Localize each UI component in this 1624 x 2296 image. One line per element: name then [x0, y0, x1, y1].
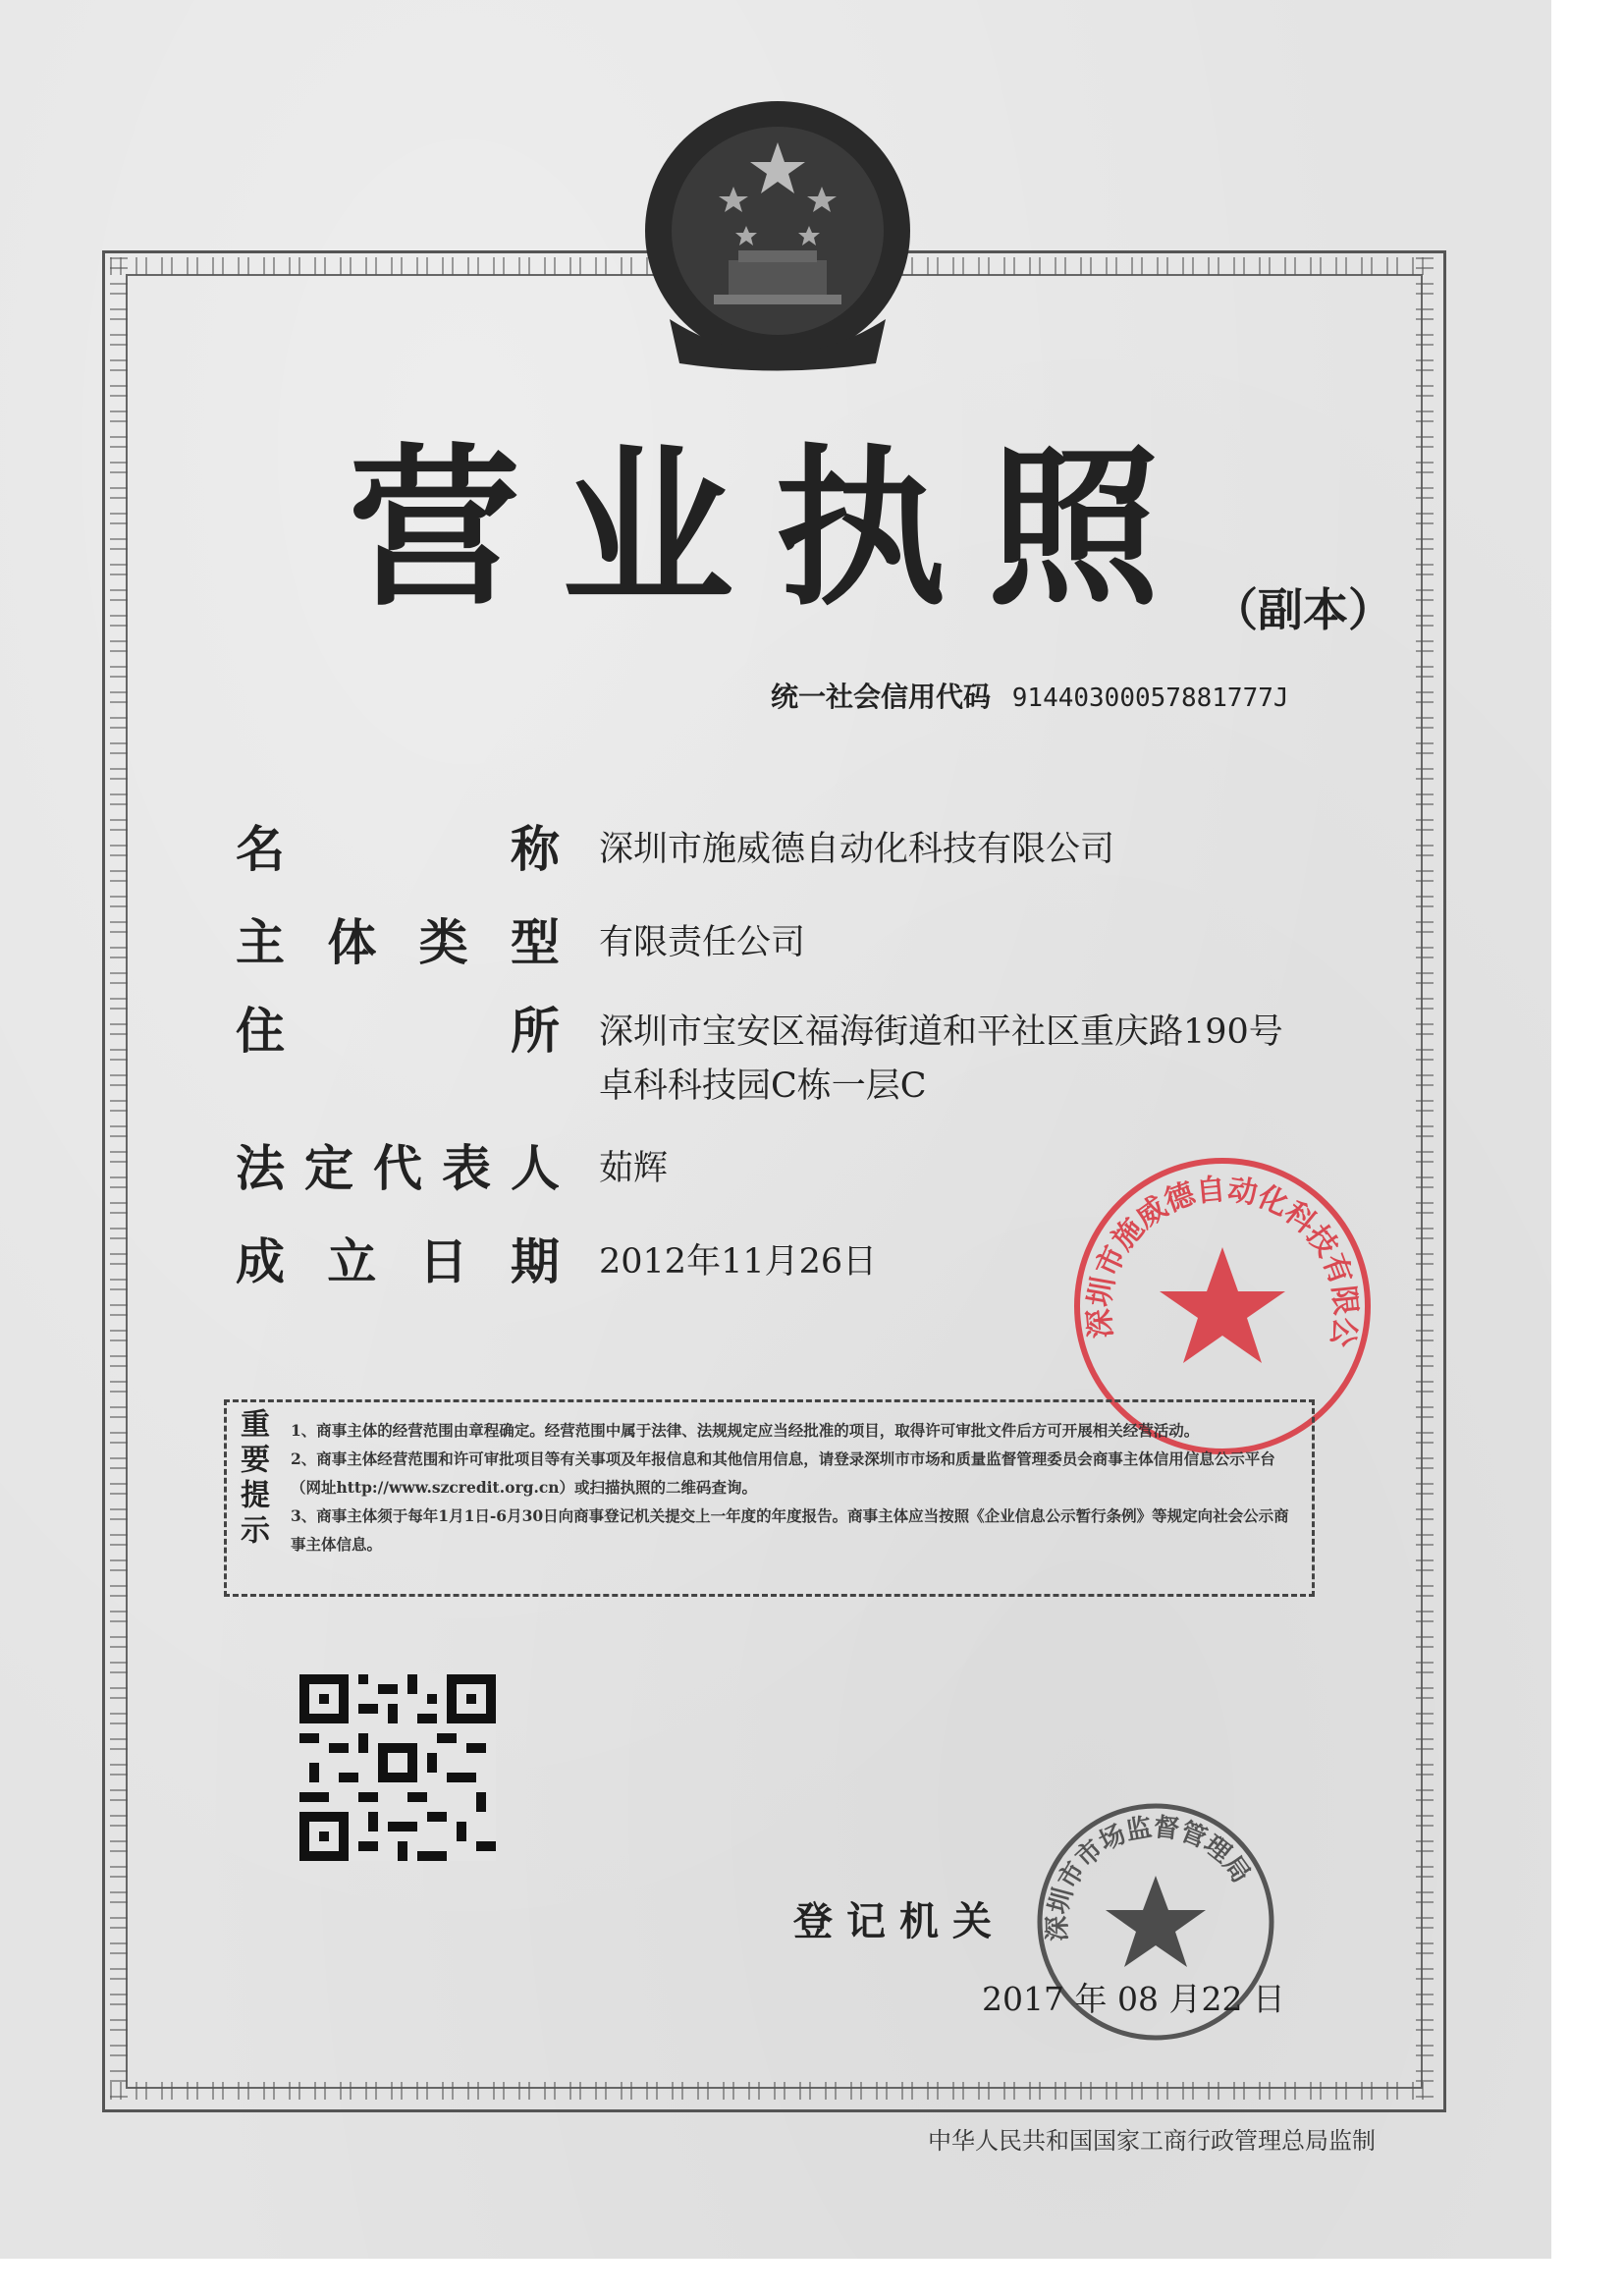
label-char: 定 — [304, 1140, 353, 1197]
label-char: 住 — [236, 1003, 285, 1060]
label-char: 代 — [373, 1140, 422, 1197]
label-char: 期 — [510, 1233, 560, 1290]
field-name-value: 深圳市施威德自动化科技有限公司 — [599, 830, 1115, 869]
field-entity-type-row — [236, 913, 1365, 972]
field-legal-rep-label — [236, 1139, 560, 1198]
field-established-label — [236, 1232, 560, 1291]
label-char: 日 — [418, 1233, 468, 1290]
field-address-row — [236, 1002, 1365, 1110]
border-frieze-left — [110, 257, 128, 2100]
border-frieze-bottom — [110, 2082, 1434, 2100]
notice-item: 1、商事主体的经营范围由章程确定。经营范围中属于法律、法规规定应当经批准的项目，取得许可审批文件后方可开展相关经营活动。 — [291, 1421, 1200, 1440]
label-char: 型 — [510, 914, 560, 971]
notice-item: 2、商事主体经营范围和许可审批项目等有关事项及年报信息和其他信用信息，请登录深圳市市场和质量监督管理委员会商事主体信用信息公示平台（网址http://www.szcredit.org.cn）或扫描执照的二维码查询。 — [291, 1449, 1275, 1497]
notice-heading: 重要提示 — [235, 1408, 269, 1550]
field-address-value: 深圳市宝安区福海街道和平社区重庆路190号卓科科技园C栋一层C — [599, 1012, 1283, 1106]
registration-authority-label: 登记机关 — [793, 1899, 1005, 1944]
label-char: 类 — [418, 914, 468, 971]
printer-credit: 中华人民共和国国家工商行政管理总局监制 — [928, 2127, 1376, 2155]
field-address-label — [236, 1002, 560, 1061]
border-frieze-right — [1416, 257, 1434, 2100]
label-char: 名 — [236, 821, 285, 878]
field-name-row — [236, 820, 1365, 879]
label-char: 所 — [511, 1003, 560, 1060]
page-title: 营业执照 — [349, 430, 1201, 629]
label-char: 法 — [236, 1140, 285, 1197]
credit-code-label: 统一社会信用代码 — [771, 681, 992, 713]
authority-seal-text: 深圳市市场监督管理局 — [1043, 1812, 1256, 1942]
label-char: 称 — [511, 821, 560, 878]
notice-body — [291, 1416, 1302, 1558]
qr-code[interactable] — [299, 1674, 496, 1861]
label-char: 人 — [511, 1140, 560, 1197]
label-char: 主 — [236, 914, 285, 971]
company-seal-text: 深圳市施威德自动化科技有限公 — [1082, 1172, 1363, 1350]
copy-label: （副本） — [1213, 583, 1393, 636]
label-char: 立 — [327, 1233, 377, 1290]
field-name-label — [236, 820, 560, 879]
field-established-value: 2012年11月26日 — [599, 1242, 878, 1282]
label-char: 表 — [442, 1140, 491, 1197]
credit-code-line — [771, 676, 1289, 715]
notice-item: 3、商事主体须于每年1月1日-6月30日向商事登记机关提交上一年度的年度报告。商事主体应当按照《企业信息公示暂行条例》等规定向社会公示商事主体信息。 — [291, 1506, 1289, 1554]
qr-code-icon — [299, 1674, 496, 1861]
national-emblem-icon — [640, 93, 915, 378]
registration-date: 2017 年 08 月22 日 — [982, 1980, 1285, 2018]
field-entity-type-value: 有限责任公司 — [599, 923, 806, 962]
label-char: 成 — [236, 1233, 285, 1290]
field-legal-rep-value: 茹辉 — [599, 1149, 669, 1188]
credit-code-value: 91440300057881777J — [1011, 683, 1289, 713]
label-char: 体 — [327, 914, 377, 971]
important-notice — [224, 1399, 1315, 1597]
field-entity-type-label — [236, 913, 560, 972]
